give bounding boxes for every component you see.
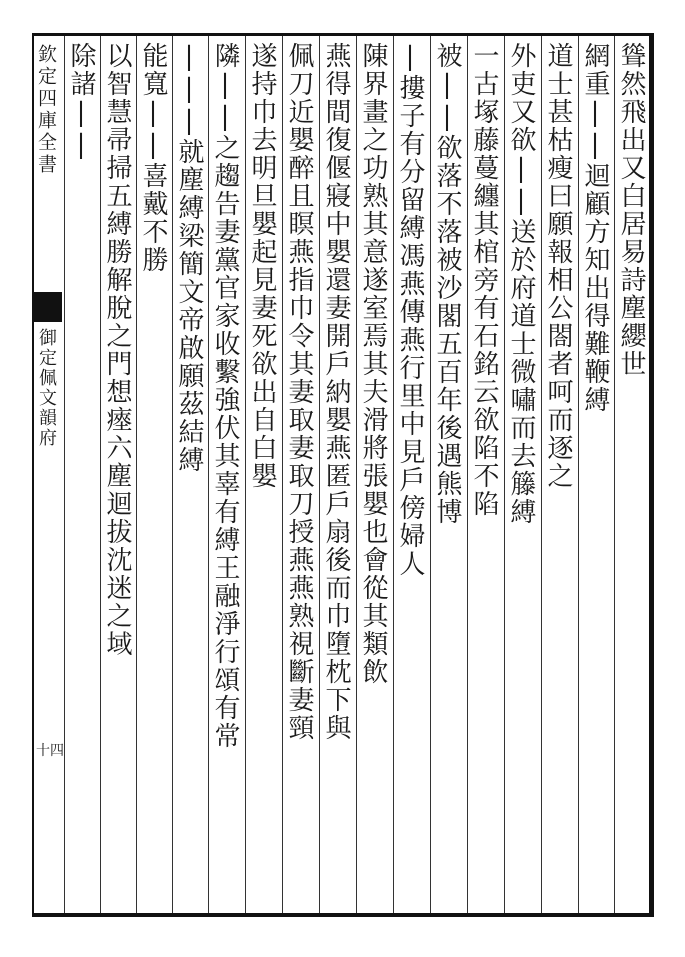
text-column: |摟子有分留縛馮燕傳燕行里中見戶傍婦人: [395, 42, 425, 578]
text-column: 能寬||喜戴不勝: [138, 42, 168, 274]
text-column: 陳界畫之功熟其意遂室焉其夫滑將張嬰也會從其類飲: [358, 42, 388, 686]
text-column: 聳然飛出又白居易詩塵纓世: [616, 42, 646, 378]
frame-right-border: [649, 33, 654, 917]
column-rule: [393, 36, 394, 913]
text-column: 網重||迴顧方知出得難鞭縛: [580, 42, 610, 414]
column-rule: [100, 36, 101, 913]
column-rule: [614, 36, 615, 913]
text-column: 遂持巾去明旦嬰起見妻死欲出自白嬰: [247, 42, 277, 490]
column-rule: [282, 36, 283, 913]
folio-number: 十四: [36, 743, 64, 759]
column-rule: [541, 36, 542, 913]
column-rule: [245, 36, 246, 913]
text-column: 道士甚枯瘦曰願報相公閤者呵而逐之: [543, 42, 573, 490]
column-rule: [504, 36, 505, 913]
column-rule: [136, 36, 137, 913]
column-rule: [319, 36, 320, 913]
column-rule: [208, 36, 209, 913]
text-column: 除諸||: [66, 42, 96, 162]
text-column: 外吏又欲||送於府道士微嘯而去籐縛: [506, 42, 536, 526]
text-column: 佩刀近嬰醉且瞑燕指巾令其妻取妻取刀授燕燕熟視斷妻頸: [284, 42, 314, 742]
column-rule: [64, 36, 65, 913]
text-column: 隣||之趨告妻黨官家收繫強伏其辜有縛王融淨行頌有常: [210, 42, 240, 750]
column-rule: [172, 36, 173, 913]
fishtail-mark: [34, 292, 62, 322]
frame-left-border: [32, 33, 34, 917]
text-column: |||就塵縛梁簡文帝啟願茲結縛: [174, 42, 204, 474]
text-column: 以智慧帚掃五縛勝解脫之門想瘞六塵迴拔沈迷之域: [102, 42, 132, 658]
text-column: 一古塚藤蔓纏其棺旁有石銘云欲陷不陷: [469, 42, 499, 518]
frame-top-border: [32, 33, 654, 36]
section-title: 御定佩文韻府: [36, 328, 57, 448]
column-rule: [356, 36, 357, 913]
frame-bottom-border: [32, 913, 654, 917]
book-title: 欽定四庫全書: [35, 44, 57, 176]
column-rule: [430, 36, 431, 913]
text-column: 被||欲落不落被沙閣五百年後遇熊博: [432, 42, 462, 526]
column-rule: [467, 36, 468, 913]
text-column: 燕得間復偃寢中嬰還妻開戶納嬰燕匿戶扇後而巾墮枕下與: [321, 42, 351, 742]
column-rule: [578, 36, 579, 913]
